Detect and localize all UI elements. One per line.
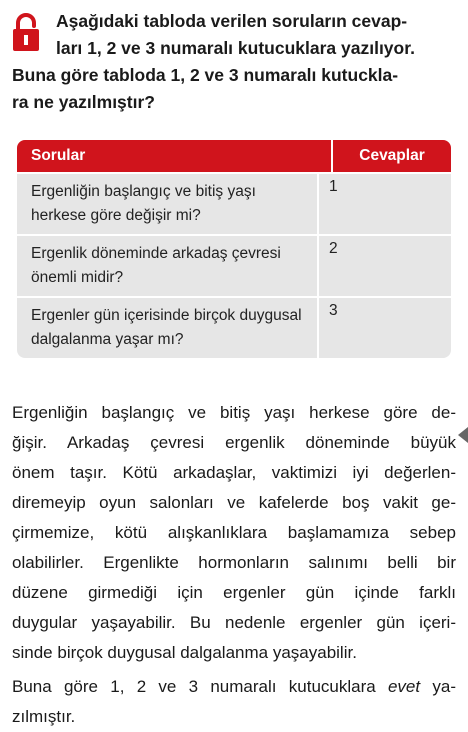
explanation-line: diremeyip oyun salonları ve kafelerde boş vakit ge- bbox=[12, 493, 456, 512]
explanation-line: olabilirler. Ergenlikte hormonların salınımı belli bir bbox=[12, 553, 456, 572]
table-header bbox=[17, 140, 451, 172]
answer-box-2: 2 bbox=[319, 236, 451, 296]
row-question-line: herkese göre değişir mi? bbox=[31, 207, 201, 224]
row-question-line: Ergenlik döneminde arkadaş çevresi bbox=[31, 245, 281, 262]
row-question-line: önemli midir? bbox=[31, 269, 124, 286]
answer-box-3: 3 bbox=[319, 298, 451, 358]
row-question bbox=[17, 298, 317, 358]
explanation-line: duygular yaşayabilir. Bu nedenle ergenler gün içeri- bbox=[12, 613, 456, 632]
question-line: ra ne yazılmıştır? bbox=[12, 92, 155, 112]
question-line: ları 1, 2 ve 3 numaralı kutucuklara yazılıyor. bbox=[56, 38, 415, 58]
qa-table bbox=[17, 140, 451, 358]
table-row bbox=[17, 174, 451, 234]
table-row bbox=[17, 298, 451, 358]
header-answers: Cevaplar bbox=[331, 140, 451, 172]
conclusion-text: Buna göre 1, 2 ve 3 numaralı kutucuklara bbox=[12, 677, 388, 696]
explanation-line: Ergenliğin başlangıç ve bitiş yaşı herkese göre de- bbox=[12, 403, 456, 422]
explanation-line: önem taşır. Kötü arkadaşlar, vaktimizi iyi değerlen- bbox=[12, 463, 456, 482]
explanation-paragraph bbox=[12, 398, 456, 668]
question-text bbox=[12, 8, 460, 116]
question-line: Aşağıdaki tabloda verilen soruların cevap- bbox=[56, 11, 408, 31]
header-questions: Sorular bbox=[31, 147, 86, 164]
explanation-line: çirmemize, kötü alışkanlıklara başlamamıza sebep bbox=[12, 523, 456, 542]
row-question-line: Ergenliğin başlangıç ve bitiş yaşı bbox=[31, 183, 256, 200]
row-question bbox=[17, 174, 317, 234]
row-question-line: dalgalanma yaşar mı? bbox=[31, 331, 184, 348]
question-line: Buna göre tabloda 1, 2 ve 3 numaralı kutuckla- bbox=[12, 65, 399, 85]
page-edge-arrow-icon bbox=[456, 427, 468, 443]
row-question bbox=[17, 236, 317, 296]
conclusion-text: ya- bbox=[420, 677, 456, 696]
table-row bbox=[17, 236, 451, 296]
explanation-line: sinde birçok duygusal dalgalanma yaşayabilir. bbox=[12, 643, 357, 662]
answer-box-1: 1 bbox=[319, 174, 451, 234]
explanation-line: ğişir. Arkadaş çevresi ergenlik döneminde büyük bbox=[12, 433, 456, 452]
row-question-line: Ergenler gün içerisinde birçok duygusal bbox=[31, 307, 302, 324]
conclusion-emphasis: evet bbox=[387, 677, 421, 696]
conclusion-line bbox=[12, 672, 456, 702]
conclusion-line: zılmıştır. bbox=[12, 707, 76, 726]
explanation-line: düzene girmediği için ergenler gün içinde farklı bbox=[12, 583, 456, 602]
conclusion-paragraph bbox=[12, 672, 456, 732]
